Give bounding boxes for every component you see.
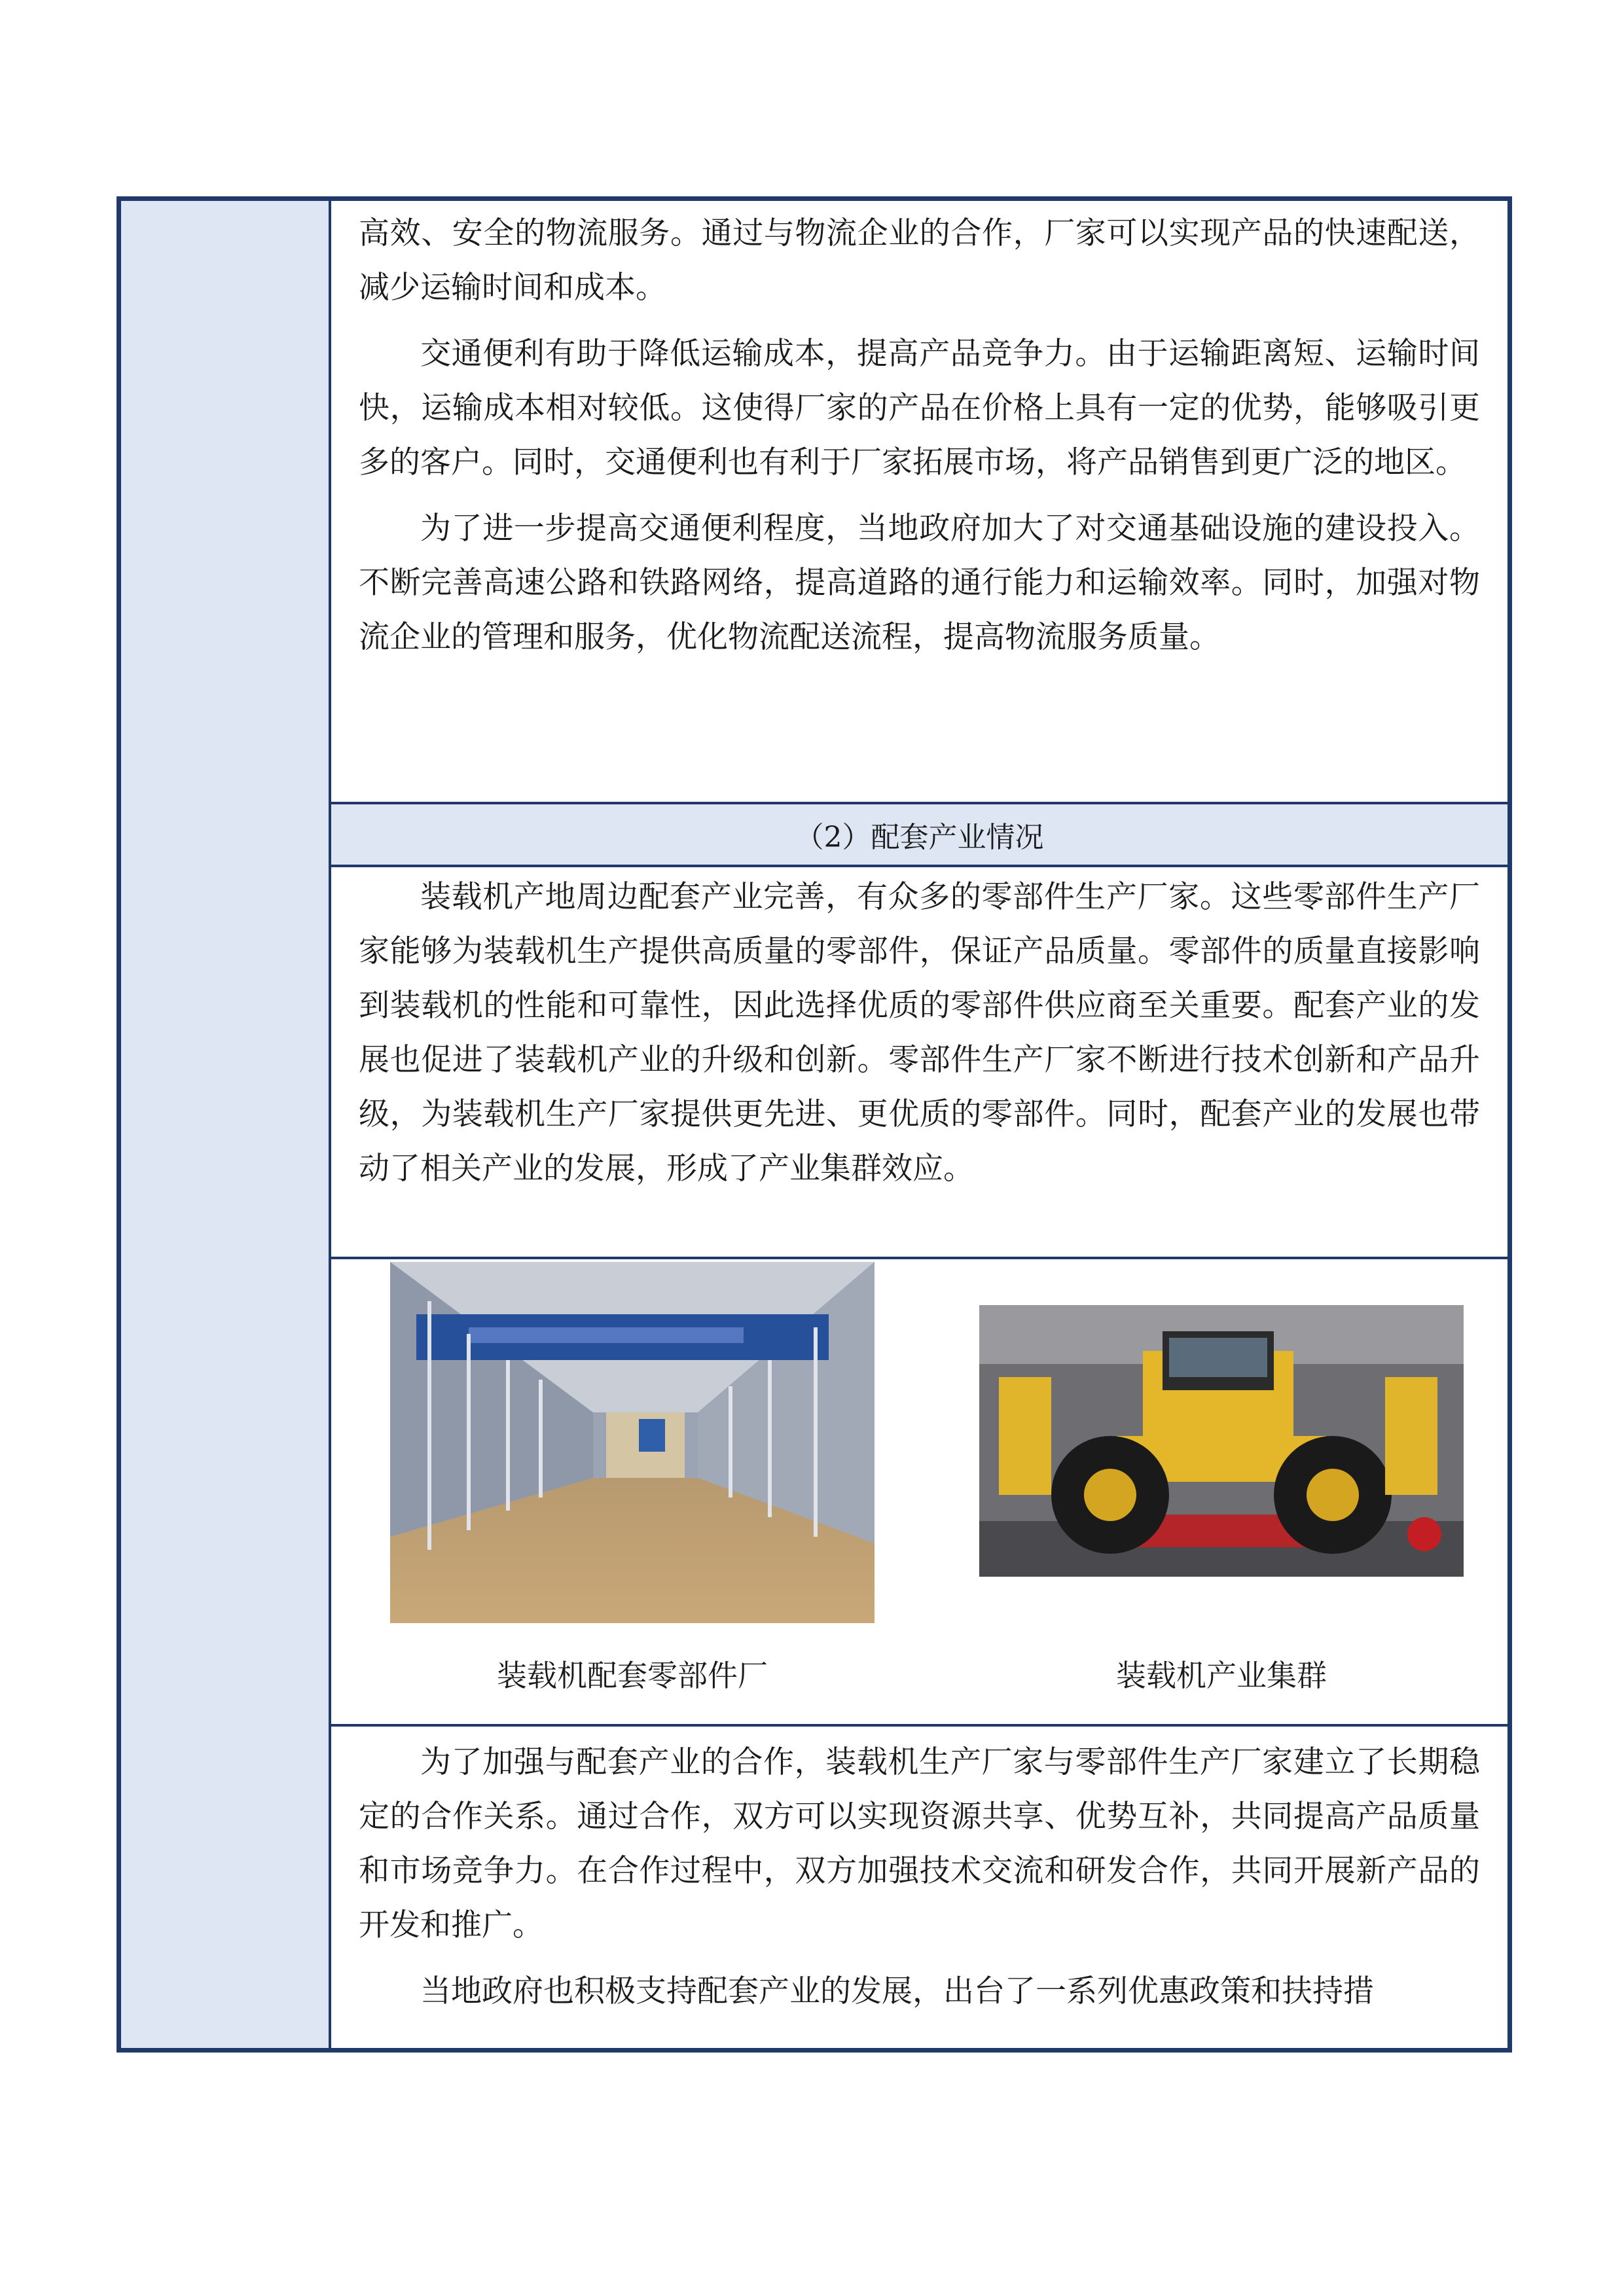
transport-text-cell [331,206,1507,802]
section-heading-cell [331,804,1507,865]
parts-factory-photo [390,1262,875,1623]
right-image-caption: 装载机产业集群 [1116,1658,1327,1693]
left-sidebar-column [121,201,331,2048]
left-image-caption: 装载机配套零部件厂 [497,1658,768,1693]
cooperation-text-cell [331,1735,1507,2049]
loader-cluster-photo [979,1305,1464,1577]
supporting-industry-text-cell [331,870,1507,1191]
row-divider [331,865,1507,867]
paragraph: 当地政府也积极支持配套产业的发展，出台了一系列优惠政策和扶持措 [420,1973,1374,2009]
paragraph: 高效、安全的物流服务。通过与物流企业的合作，厂家可以实现产品的快速配送，减少运输时间和成本。 [359,215,1480,306]
paragraph: 为了进一步提高交通便利程度，当地政府加大了对交通基础设施的建设投入。不断完善高速公路和铁路网络，提高道路的通行能力和运输效率。同时，加强对物流企业的管理和服务，优化物流配送流程，提高物流服务质量。 [359,511,1480,655]
content-table [117,196,1512,2053]
paragraph: 装载机产地周边配套产业完善，有众多的零部件生产厂家。这些零部件生产厂家能够为装载机生产提供高质量的零部件，保证产品质量。零部件的质量直接影响到装载机的性能和可靠性，因此选择优质的零部件供应商至关重要。配套产业的发展也促进了装载机产业的升级和创新。零部件生产厂家不断进行技术创新和产品升级，为装载机生产厂家提供更先进、更优质的零部件。同时，配套产业的发展也带动了相关产业的发展，形成了产业集群效应。 [359,879,1480,1187]
paragraph: 交通便利有助于降低运输成本，提高产品竞争力。由于运输距离短、运输时间快，运输成本相对较低。这使得厂家的产品在价格上具有一定的优势，能够吸引更多的客户。同时，交通便利也有利于厂家拓展市场，将产品销售到更广泛的地区。 [359,336,1480,480]
paragraph: 为了加强与配套产业的合作，装载机生产厂家与零部件生产厂家建立了长期稳定的合作关系。通过合作，双方可以实现资源共享、优势互补，共同提高产品质量和市场竞争力。在合作过程中，双方加强技术交流和研发合作，共同开展新产品的开发和推广。 [359,1744,1480,1943]
row-divider [331,1724,1507,1727]
images-cell [331,1259,1507,1724]
section-heading: （2）配套产业情况 [795,821,1044,854]
